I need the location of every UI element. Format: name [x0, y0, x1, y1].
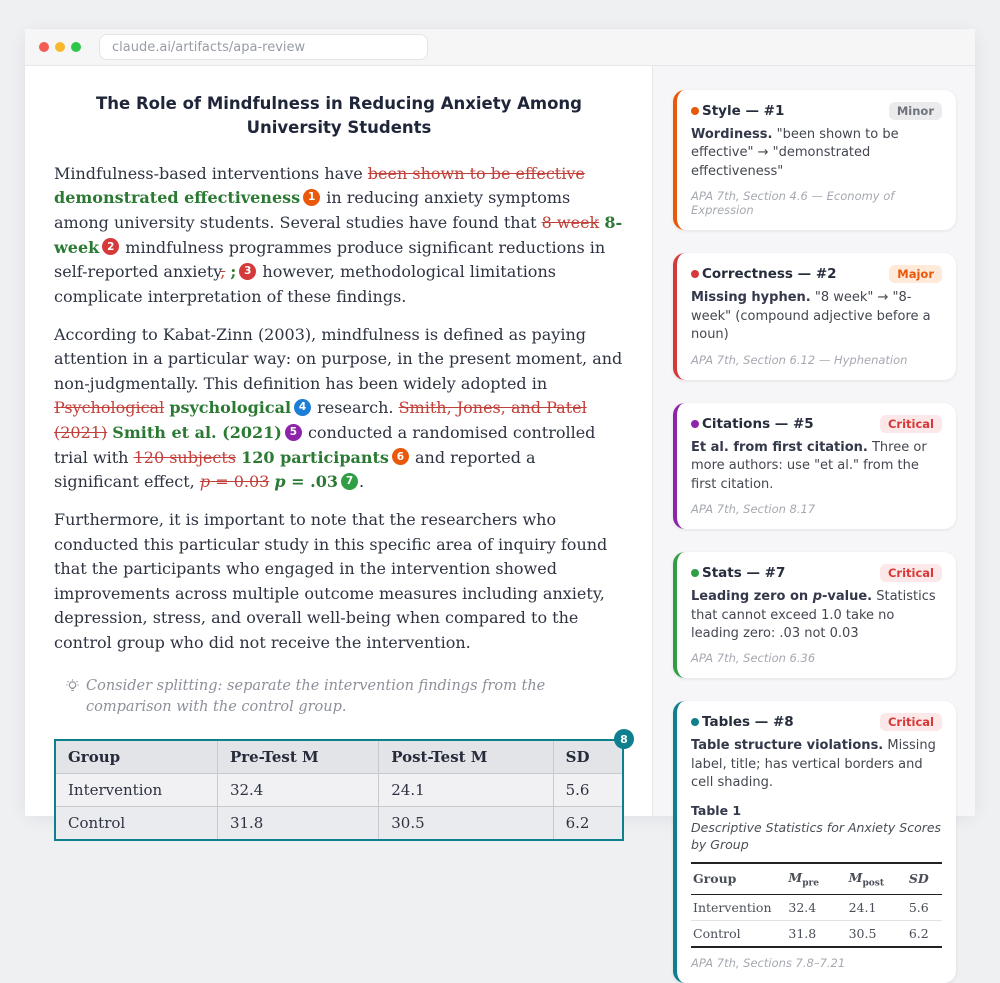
- apa-reference: APA 7th, Section 4.6 — Economy of Expression: [691, 189, 895, 218]
- deleted-text: 120 subjects: [133, 447, 236, 467]
- review-card-detail: Missing label, title; has vertical borders and cell shading.: [691, 738, 936, 791]
- review-card-header: [691, 102, 942, 120]
- edit-marker-6[interactable]: 6: [392, 448, 409, 465]
- header-text: M: [848, 869, 863, 885]
- deleted-text: been shown to be effective: [367, 163, 585, 183]
- review-card-title: Tables — #8: [702, 714, 794, 731]
- apa-reference: APA 7th, Section 8.17: [691, 502, 816, 517]
- review-card-header: [691, 415, 942, 433]
- document-paragraph: [54, 323, 624, 495]
- minimize-window-button[interactable]: [55, 42, 65, 52]
- review-card-body: [691, 737, 942, 792]
- review-sidebar: [652, 66, 975, 971]
- column-header: [691, 863, 786, 895]
- category-dot-icon: [691, 569, 699, 577]
- header-text: Group: [693, 871, 737, 887]
- inserted-text: demonstrated effectiveness: [54, 188, 301, 208]
- review-card[interactable]: [673, 403, 956, 529]
- lead-text: Table structure violations.: [691, 738, 884, 754]
- category-dot-icon: [691, 270, 699, 278]
- lead-text: Missing hyphen.: [691, 290, 811, 306]
- review-card-body: [691, 126, 942, 181]
- table-cell: 31.8: [217, 807, 378, 841]
- table-cell: 6.2: [908, 926, 929, 942]
- review-card-header: [691, 265, 942, 283]
- header-text: M: [788, 869, 803, 885]
- review-card-detail: Three or more authors: use "et al." from the first citation.: [691, 439, 927, 492]
- review-card[interactable]: [673, 552, 956, 678]
- deleted-text: = 0.03: [210, 472, 270, 492]
- table-header-row: [691, 863, 942, 895]
- table-cell: 32.4: [786, 895, 846, 921]
- inserted-text: 120 participants: [241, 447, 389, 467]
- table-cell: 24.1: [379, 774, 553, 807]
- edit-marker-1[interactable]: 1: [303, 189, 320, 206]
- edit-marker-2[interactable]: 2: [102, 238, 119, 255]
- edit-marker-4[interactable]: 4: [294, 399, 311, 416]
- inserted-text: = .03: [285, 472, 338, 492]
- inserted-text: 8-week: [54, 213, 623, 257]
- lead-text: -value.: [822, 589, 873, 605]
- table-cell: Control: [693, 926, 741, 942]
- lead-text: Leading zero on: [691, 589, 813, 605]
- table-preview-label: Table 1: [691, 802, 742, 818]
- lead-text: p: [812, 589, 822, 605]
- severity-badge: Critical: [880, 564, 942, 582]
- review-card-body: [691, 439, 942, 494]
- review-card-title: Stats — #7: [702, 565, 786, 582]
- deleted-text: Psychological: [54, 398, 165, 418]
- document-pane: [25, 66, 652, 833]
- document-paragraph: [54, 508, 624, 656]
- text-run: in reducing anxiety symptoms among university students. Several studies have found that: [54, 188, 571, 233]
- table-cell: 24.1: [847, 895, 907, 921]
- category-dot-icon: [691, 420, 699, 428]
- severity-badge: Minor: [889, 102, 942, 120]
- table-header-row: [55, 740, 623, 774]
- review-card-detail: Statistics that cannot exceed 1.0 take no leading zero: .03 not 0.03: [691, 589, 936, 641]
- document-body: [54, 162, 624, 656]
- table-row: [691, 921, 942, 948]
- category-dot-icon: [691, 107, 699, 115]
- review-card-header: [691, 713, 942, 731]
- column-header: SD: [553, 740, 623, 774]
- table-cell: 32.4: [217, 774, 378, 807]
- review-card-detail: "8 week" → "8-week" (compound adjective before a noun): [691, 290, 931, 343]
- severity-badge: Major: [889, 265, 942, 283]
- column-header: Post-Test M: [379, 740, 553, 774]
- column-header: $M_{pre}$: [786, 863, 846, 895]
- table-cell: 6.2: [553, 807, 623, 841]
- edit-marker-5[interactable]: 5: [285, 424, 302, 441]
- table-row: [55, 774, 623, 807]
- column-header: Group: [55, 740, 217, 774]
- review-card-header: [691, 564, 942, 582]
- text-run: and reported a significant effect,: [54, 447, 536, 492]
- table-cell: 5.6: [553, 774, 623, 807]
- review-card-lead: [691, 440, 868, 455]
- deleted-text: Smith, Jones, and Patel (2021): [54, 398, 587, 443]
- suggestion-note-text: Consider splitting: separate the intervention findings from the comparison with the control group.: [86, 677, 546, 716]
- text-run: According to Kabat-Zinn (2003), mindfulness is defined as paying attention in a particular way: on purpose, in the present moment, and non-judgmentally. This definition has been widely adopted in: [54, 324, 623, 393]
- review-card-lead: [691, 127, 772, 142]
- inserted-text: psychological: [169, 398, 292, 418]
- inserted-text: ;: [230, 262, 237, 282]
- table-row: [691, 895, 942, 921]
- review-card-body: [691, 588, 942, 643]
- review-card[interactable]: [673, 90, 956, 230]
- browser-window: [24, 28, 976, 971]
- review-card[interactable]: [673, 701, 956, 983]
- edit-marker-3[interactable]: 3: [239, 263, 256, 280]
- url-text: claude.ai/artifacts/apa-review: [112, 39, 306, 55]
- severity-badge: Critical: [880, 713, 942, 731]
- table-cell: Intervention: [691, 895, 786, 921]
- header-text: SD: [908, 871, 929, 887]
- apa-table-preview: [691, 862, 942, 949]
- edit-marker-8[interactable]: 8: [614, 729, 634, 749]
- text-run: mindfulness programmes produce significant reductions in self-reported anxiety: [54, 237, 606, 282]
- text-run: research.: [312, 398, 399, 418]
- text-run: conducted a randomised controlled trial with: [54, 423, 596, 467]
- deleted-text: 8 week: [541, 213, 600, 233]
- maximize-window-button[interactable]: [71, 42, 81, 52]
- table-cell: 30.5: [379, 807, 553, 841]
- close-window-button[interactable]: [39, 42, 49, 52]
- column-header: Pre-Test M: [217, 740, 378, 774]
- apa-reference: APA 7th, Section 6.36: [691, 651, 816, 666]
- edit-marker-7[interactable]: 7: [341, 473, 358, 490]
- apa-reference: APA 7th, Section 6.12 — Hyphenation: [691, 352, 908, 367]
- review-card-lead: [691, 290, 811, 305]
- column-header: [907, 863, 942, 895]
- review-card-lead: [691, 589, 872, 604]
- table-row: [55, 807, 623, 841]
- review-card-title: Citations — #5: [702, 415, 814, 432]
- document-title: The Role of Mindfulness in Reducing Anxiety Among University Students: [96, 94, 582, 137]
- apa-reference: APA 7th, Sections 7.8–7.21: [691, 956, 846, 971]
- category-dot-icon: [691, 718, 699, 726]
- review-card-detail: "been shown to be effective" → "demonstrated effectiveness": [691, 127, 899, 179]
- text-run: however, methodological limitations complicate interpretation of these findings.: [54, 262, 556, 306]
- suggestion-note: [66, 676, 611, 720]
- deleted-text: ,: [220, 262, 226, 282]
- table-cell: Control: [55, 807, 217, 841]
- inserted-text: Smith et al. (2021): [112, 423, 282, 443]
- document-table-wrap: [54, 732, 628, 841]
- table-preview-caption: Descriptive Statistics for Anxiety Scores by Group: [691, 819, 942, 852]
- table-cell: 5.6: [907, 895, 942, 921]
- document-table: [54, 739, 624, 841]
- document-paragraph: [54, 162, 624, 310]
- review-card-title: Correctness — #2: [702, 266, 837, 283]
- lightbulb-icon: [66, 679, 79, 694]
- table-cell: Intervention: [55, 774, 217, 807]
- severity-badge: Critical: [880, 415, 942, 433]
- text-run: Mindfulness-based interventions have: [54, 163, 368, 183]
- column-header: $M_{post}$: [847, 863, 907, 895]
- browser-topbar: [25, 29, 975, 66]
- lead-text: Et al. from first citation.: [691, 439, 868, 455]
- table-cell: 30.5: [848, 926, 877, 942]
- inserted-text: p: [274, 472, 286, 492]
- review-card-title: Style — #1: [702, 103, 785, 119]
- text-run: .: [358, 472, 365, 492]
- review-card[interactable]: [673, 253, 956, 379]
- text-run: Furthermore, it is important to note that the researchers who conducted this particular study in this specific area of inquiry found that the participants who engaged in the intervention showed improvements across multiple outcome measures including anxiety, depression, stress, and overall well-being when compared to the control group who did not receive the intervention.: [54, 509, 608, 653]
- table-cell: 31.8: [788, 926, 817, 942]
- url-bar[interactable]: [99, 34, 428, 60]
- review-card-lead: [691, 738, 883, 753]
- deleted-text: p: [199, 472, 211, 492]
- lead-text: Wordiness.: [691, 127, 773, 142]
- review-card-body: [691, 289, 942, 344]
